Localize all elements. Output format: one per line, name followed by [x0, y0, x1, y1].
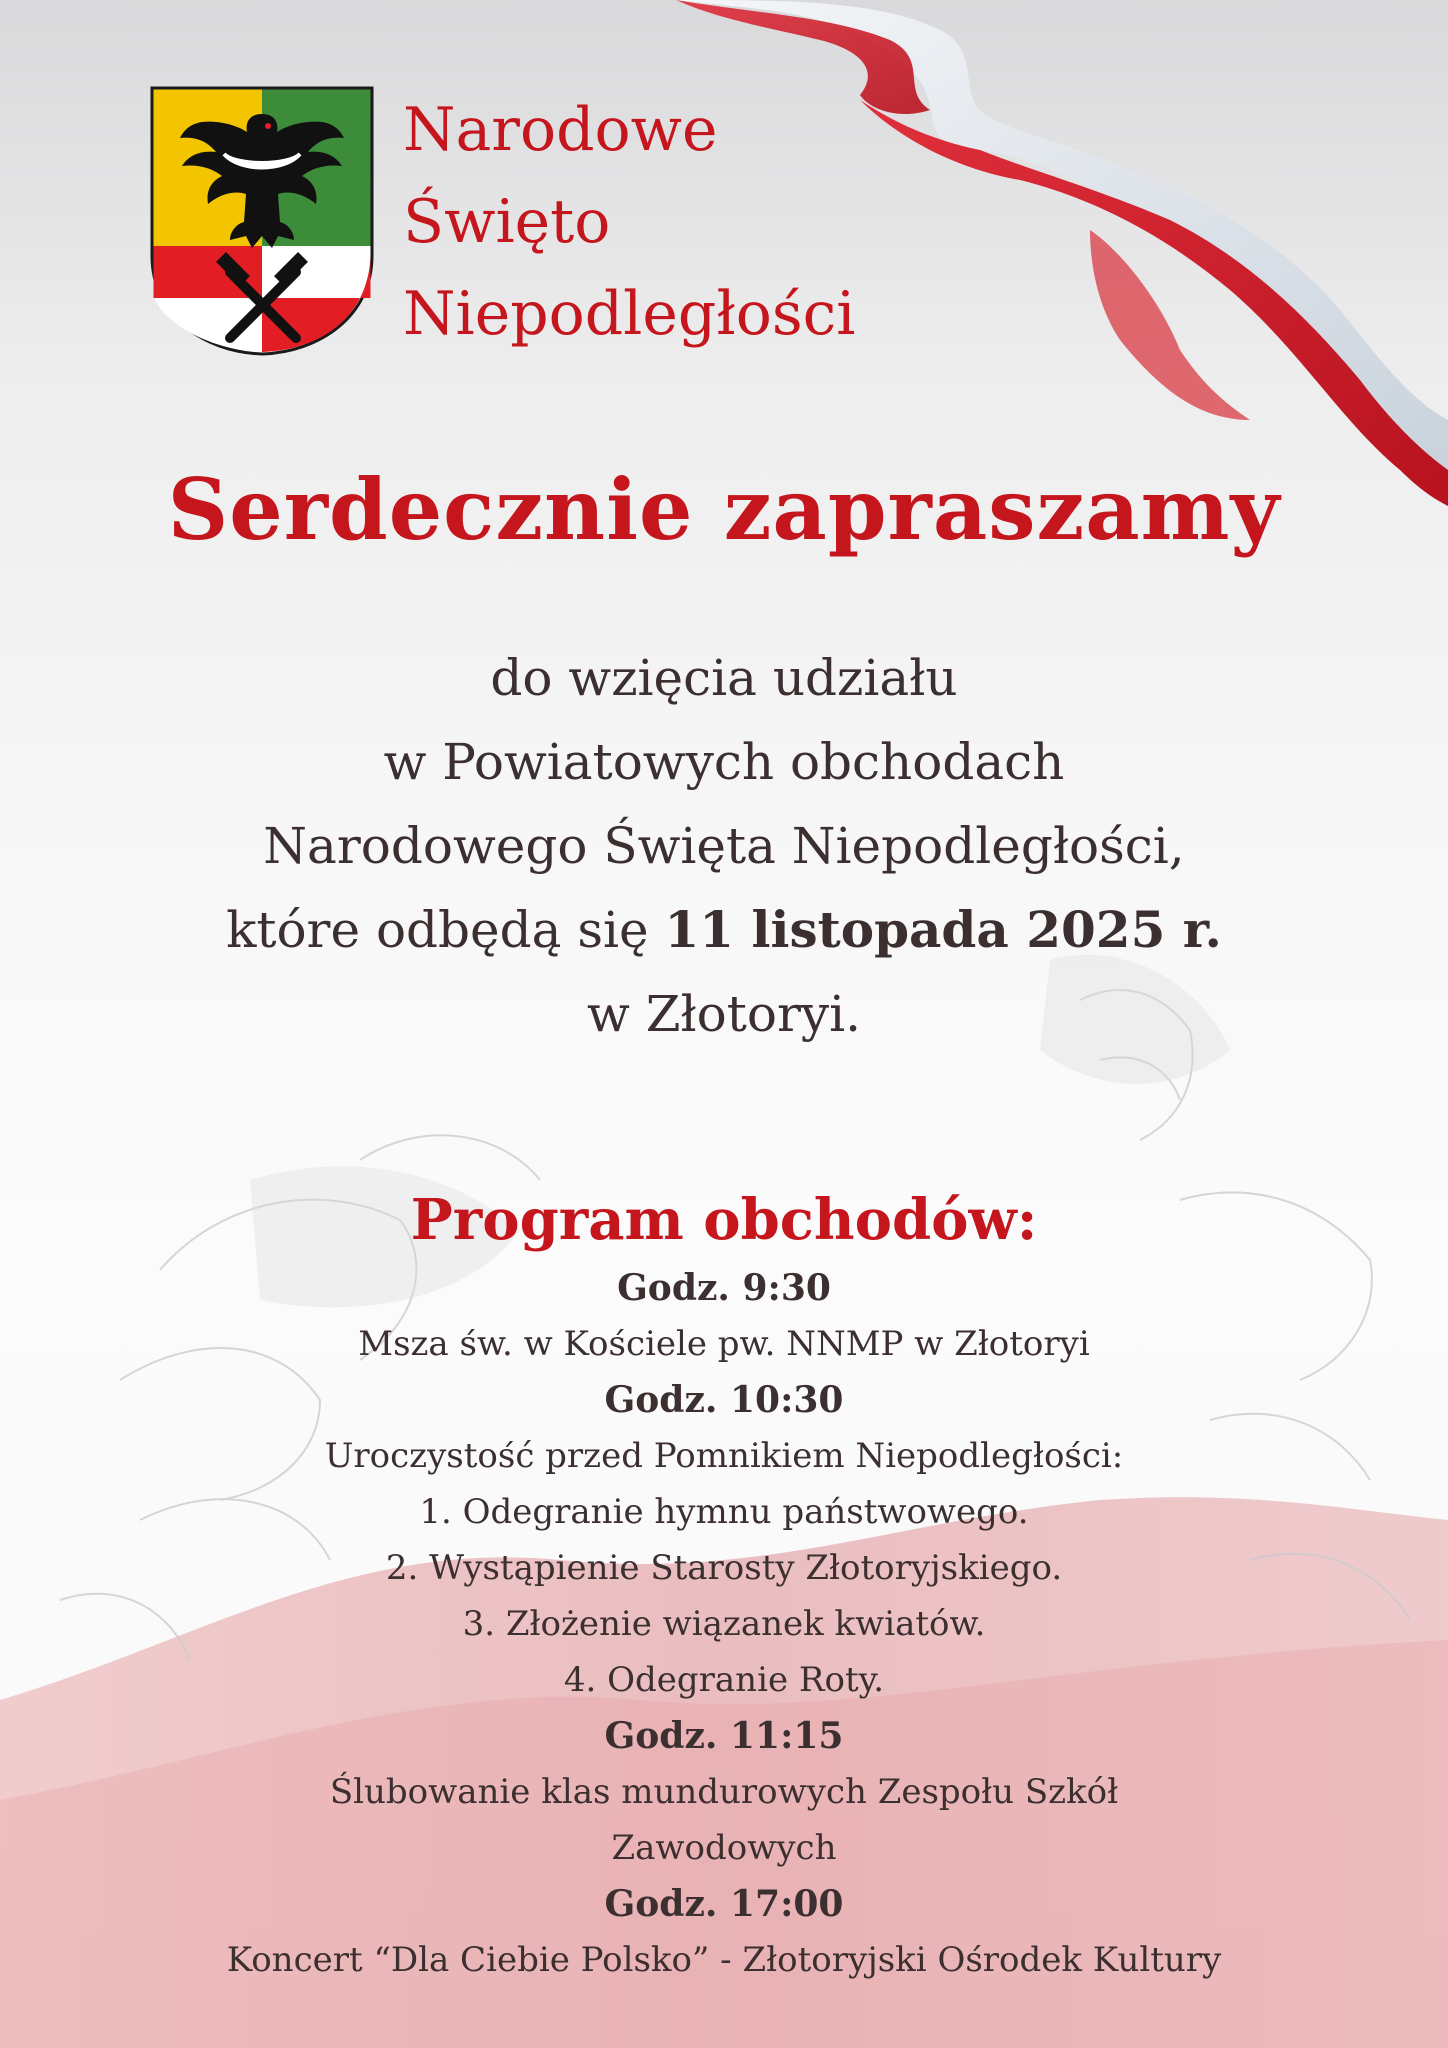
program-time: Godz. 9:30 — [617, 1267, 831, 1309]
title-line-2: Święto — [403, 187, 611, 257]
body-line-4 — [0, 888, 1448, 972]
program-line: 1. Odegranie hymnu państwowego. — [419, 1492, 1029, 1532]
event-title — [403, 84, 855, 360]
invitation-body — [0, 636, 1448, 1056]
program-line: Ślubowanie klas mundurowych Zespołu Szkół — [329, 1772, 1119, 1812]
program-title: Program obchodów: — [410, 1187, 1038, 1253]
program-line: 4. Odegranie Roty. — [563, 1660, 885, 1700]
program-time: Godz. 10:30 — [604, 1379, 844, 1421]
invitation-headline: Serdecznie zapraszamy — [167, 460, 1281, 559]
program-line: 3. Złożenie wiązanek kwiatów. — [462, 1604, 986, 1644]
program-time: Godz. 11:15 — [604, 1715, 844, 1757]
body-line-3: Narodowego Święta Niepodległości, — [263, 817, 1185, 875]
body-line-2: w Powiatowych obchodach — [383, 733, 1065, 791]
program-list — [0, 1260, 1448, 1988]
body-line-5: w Złotoryi. — [587, 985, 861, 1043]
title-line-1: Narodowe — [403, 95, 718, 165]
program-line: Koncert “Dla Ciebie Polsko” - Złotoryjski Ośrodek Kultury — [226, 1940, 1222, 1980]
body-line-4-prefix: które odbędą się — [226, 901, 665, 959]
event-date: 11 listopada 2025 r. — [664, 900, 1222, 959]
program-line: Zawodowych — [611, 1828, 837, 1868]
program-time: Godz. 17:00 — [604, 1883, 844, 1925]
title-line-3: Niepodległości — [403, 279, 856, 349]
body-line-1: do wzięcia udziału — [490, 649, 958, 707]
coat-of-arms-crest — [150, 86, 374, 356]
program-line: 2. Wystąpienie Starosty Złotoryjskiego. — [385, 1548, 1063, 1588]
program-line: Msza św. w Kościele pw. NNMP w Złotoryi — [358, 1324, 1090, 1364]
program-line: Uroczystość przed Pomnikiem Niepodległości: — [324, 1436, 1124, 1476]
